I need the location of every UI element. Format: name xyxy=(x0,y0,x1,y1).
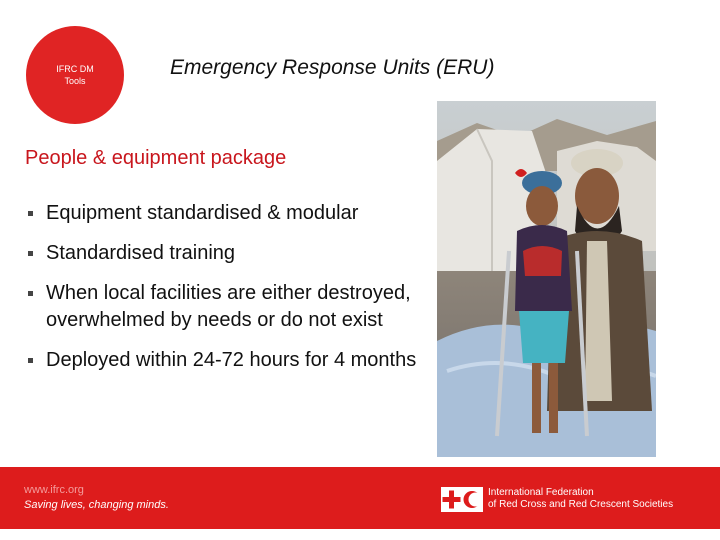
organisation-name xyxy=(488,487,673,511)
bullet-item xyxy=(25,240,425,267)
ifrc-dm-tools-badge xyxy=(26,26,124,124)
red-cross-red-crescent-logo-icon xyxy=(441,487,483,512)
bullet-text: Standardised training xyxy=(46,242,236,264)
bullet-item xyxy=(25,200,425,227)
bullet-item xyxy=(25,280,425,334)
bullet-square-icon xyxy=(28,358,33,363)
bullet-text: Deployed within 24-72 hours for 4 months xyxy=(46,349,417,371)
bullet-square-icon xyxy=(28,211,33,216)
bullet-item xyxy=(25,347,425,374)
slide-title: Emergency Response Units (ERU) xyxy=(170,56,495,79)
bullet-text: When local facilities are either destroyed, overwhelmed by needs or do not exist xyxy=(46,282,411,331)
photo-man-and-child-with-crutches xyxy=(437,101,656,457)
footer-tagline: Saving lives, changing minds. xyxy=(24,499,169,511)
bullet-square-icon xyxy=(28,251,33,256)
organisation-name-line-1: International Federation xyxy=(488,487,594,498)
footer-url: www.ifrc.org xyxy=(24,484,84,496)
footer-bar xyxy=(0,467,720,529)
organisation-name-line-2: of Red Cross and Red Crescent Societies xyxy=(488,499,674,510)
bullet-text: Equipment standardised & modular xyxy=(46,202,359,224)
bullet-list xyxy=(25,200,425,387)
badge-line-1: IFRC DM xyxy=(56,64,94,74)
slide-subtitle: People & equipment package xyxy=(25,147,287,169)
badge-line-2: Tools xyxy=(64,76,86,86)
bullet-square-icon xyxy=(28,291,33,296)
